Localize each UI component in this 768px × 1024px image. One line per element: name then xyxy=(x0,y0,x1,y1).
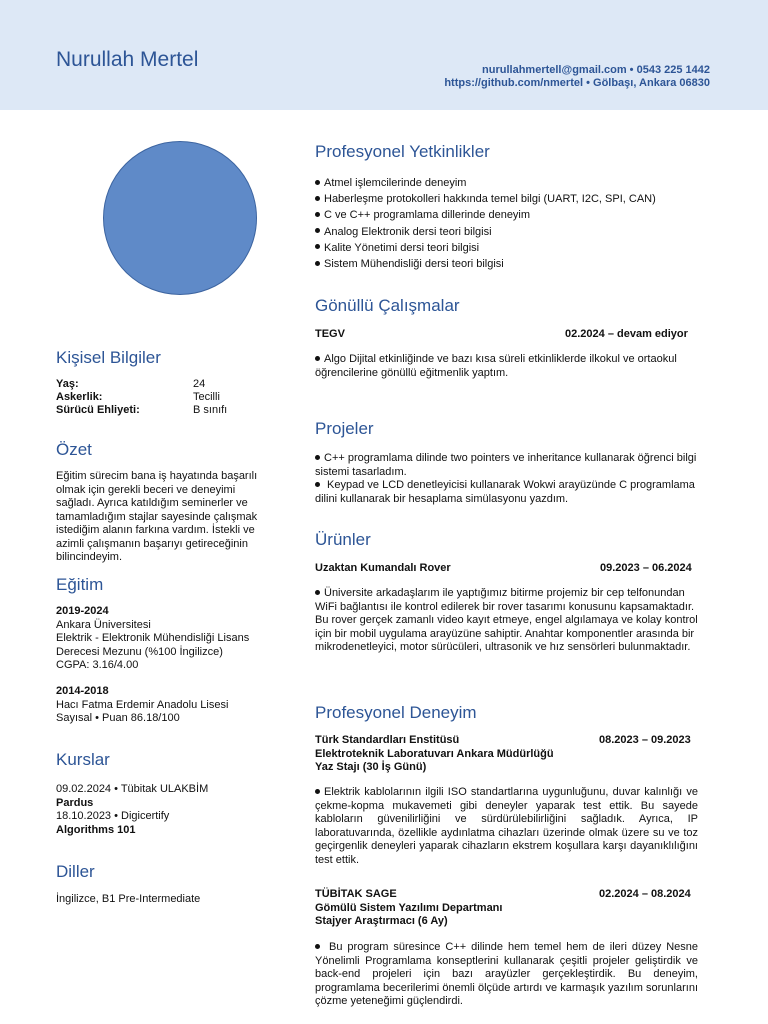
bullet-icon xyxy=(315,356,320,361)
education-line: Hacı Fatma Erdemir Anadolu Lisesi xyxy=(56,698,229,711)
course-entry xyxy=(56,783,286,837)
volunteer-heading: Gönüllü Çalışmalar xyxy=(315,296,460,315)
experience-entry-header xyxy=(315,888,595,929)
bullet-icon xyxy=(315,944,320,949)
experience-heading: Profesyonel Deneyim xyxy=(315,703,477,722)
education-years: 2014-2018 xyxy=(56,685,109,697)
contact-info xyxy=(444,64,710,90)
contact-github-address[interactable]: https://github.com/nmertel • Gölbaşı, Ankara 06830 xyxy=(444,77,710,89)
summary-text: Eğitim sürecim bana iş hayatında başarılı olmak için gerekli beceri ve deneyimi sağladı. Ayrıca katıldığım seminerler ve tamamladığım stajlar sayesinde çalışmak istediğim alanın farkına vardım. İstekli ve azimli çalışmanın başarıyı getireceğinin bilincindeyim. xyxy=(56,470,258,563)
personal-label: Yaş: xyxy=(56,378,79,390)
experience-text: Bu program süresince C++ dilinde hem temel hem de ileri düzey Nesne Yönelimli Programlama konseptlerini kullanarak çeşitli projeler geliştirdik ve back-end projeleri için bazı arayüzler gerçekleştirdik. Bu deneyim, programlama becerilerimi önemli ölçüde artırdı ve karmaşık yazılım sorunlarını çözme yeteneğimi güçlendirdi. xyxy=(315,941,698,1007)
bullet-icon xyxy=(315,789,320,794)
personal-value: Tecilli xyxy=(193,391,220,403)
contact-email-phone[interactable]: nurullahmertell@gmail.com • 0543 225 1442 xyxy=(482,64,710,76)
education-heading: Eğitim xyxy=(56,575,104,594)
personal-label: Askerlik: xyxy=(56,391,103,403)
skills-list xyxy=(315,175,656,272)
bullet-icon xyxy=(315,244,320,249)
bullet-icon xyxy=(315,228,320,233)
bullet-icon xyxy=(315,590,320,595)
education-line: Sayısal • Puan 86.18/100 xyxy=(56,712,180,724)
experience-text: Elektrik kablolarının ilgili ISO standartlarına uygunluğunu, duvar kalınlığı ve çekme-kopma mukavemeti gibi deneyler yaparak test ettik. Bu sayede kabloların güvenilirliğini ve sürdürülebilirliğini sağladık. Ayrıca, IP laboratuvarında, özellikle aydınlatma cihazları üzerinde olmak üzere su ve toz geçirgenlik deneyleri yaparak cihazların ekstrem koşullara karşı dayanıklılığını test ettik. xyxy=(315,786,698,866)
personal-label: Sürücü Ehliyeti: xyxy=(56,404,140,416)
experience-role: Stajyer Araştırmacı (6 Ay) xyxy=(315,915,448,927)
list-item: C++ programlama dilinde two pointers ve inheritance kullanarak öğrenci bilgi sistemi tasarladım. xyxy=(315,452,697,478)
bullet-icon xyxy=(315,196,320,201)
list-item: Atmel işlemcilerinde deneyim xyxy=(315,175,656,191)
personal-value: B sınıfı xyxy=(193,404,228,416)
courses-heading: Kurslar xyxy=(56,750,110,769)
summary-heading: Özet xyxy=(56,440,92,459)
experience-entry-header xyxy=(315,734,595,775)
list-item: Keypad ve LCD denetleyicisi kullanarak Wokwi arayüzünde C programlama dilini kullanarak bir hesaplama simülasyonu yazdım. xyxy=(315,479,695,505)
product-text: Üniversite arkadaşlarım ile yaptığımız bitirme projemiz bir cep telfonundan WiFi bağlantısı ile kontrol edilerek bir rover tasarımı konusunu kapsamaktadır. Bu rover gerçek zamanlı video kayıt etmeye, engel algılamaya ve kolay kontrol için bir mobil uygulama arayüzüne sahiptir. Anahtar komponentler arasında bir mikrodenetleyici, motor sürücüleri, ultrasonik ve hız sensörleri bulunmaktadır. xyxy=(315,587,698,653)
profile-photo-placeholder xyxy=(103,141,257,295)
projects-list xyxy=(315,452,700,506)
volunteer-text: Algo Dijital etkinliğinde ve bazı kısa süreli etkinliklerde ilkokul ve ortaokul öğrencilerine gönüllü eğitmenlik yaptım. xyxy=(315,353,677,379)
education-line: Derecesi Mezunu (%100 İngilizce) xyxy=(56,645,223,658)
course-name: Algorithms 101 xyxy=(56,823,136,836)
education-entry xyxy=(56,605,286,673)
volunteer-date: 02.2024 – devam ediyor xyxy=(565,328,688,340)
product-name: Uzaktan Kumandalı Rover xyxy=(315,562,451,574)
experience-dept: Elektroteknik Laboratuvarı Ankara Müdürlüğü xyxy=(315,747,554,760)
list-item: C ve C++ programlama dillerinde deneyim xyxy=(315,207,656,223)
education-years: 2019-2024 xyxy=(56,605,109,617)
education-entry xyxy=(56,685,286,726)
education-line: Ankara Üniversitesi xyxy=(56,618,151,631)
bullet-icon xyxy=(315,180,320,185)
experience-role: Yaz Stajı (30 İş Günü) xyxy=(315,761,427,773)
list-item: Analog Elektronik dersi teori bilgisi xyxy=(315,224,656,240)
experience-date: 08.2023 – 09.2023 xyxy=(599,734,691,746)
experience-date: 02.2024 – 08.2024 xyxy=(599,888,691,900)
bullet-icon xyxy=(315,261,320,266)
experience-dept: Gömülü Sistem Yazılımı Departmanı xyxy=(315,901,503,914)
bullet-icon xyxy=(315,455,320,460)
list-item: Sistem Mühendisliği dersi teori bilgisi xyxy=(315,256,656,272)
projects-heading: Projeler xyxy=(315,419,374,438)
course-date-provider: 09.02.2024 • Tübitak ULAKBİM xyxy=(56,783,209,795)
skills-heading: Profesyonel Yetkinlikler xyxy=(315,142,490,161)
experience-org: TÜBİTAK SAGE xyxy=(315,888,397,900)
experience-org: Türk Standardları Enstitüsü xyxy=(315,734,460,746)
personal-value: 24 xyxy=(193,378,206,390)
volunteer-org: TEGV xyxy=(315,328,345,340)
bullet-icon xyxy=(315,482,320,487)
personal-info-heading: Kişisel Bilgiler xyxy=(56,348,161,367)
education-line: CGPA: 3.16/4.00 xyxy=(56,659,139,671)
product-date: 09.2023 – 06.2024 xyxy=(600,562,692,574)
languages-text: İngilizce, B1 Pre-Intermediate xyxy=(56,893,201,905)
languages-heading: Diller xyxy=(56,862,95,881)
course-date-provider: 18.10.2023 • Digicertify xyxy=(56,810,170,822)
course-name: Pardus xyxy=(56,796,94,809)
bullet-icon xyxy=(315,212,320,217)
products-heading: Ürünler xyxy=(315,530,371,549)
list-item: Kalite Yönetimi dersi teori bilgisi xyxy=(315,240,656,256)
education-line: Elektrik - Elektronik Mühendisliği Lisans xyxy=(56,632,250,644)
list-item: Haberleşme protokolleri hakkında temel bilgi (UART, I2C, SPI, CAN) xyxy=(315,191,656,207)
candidate-name: Nurullah Mertel xyxy=(56,48,199,71)
